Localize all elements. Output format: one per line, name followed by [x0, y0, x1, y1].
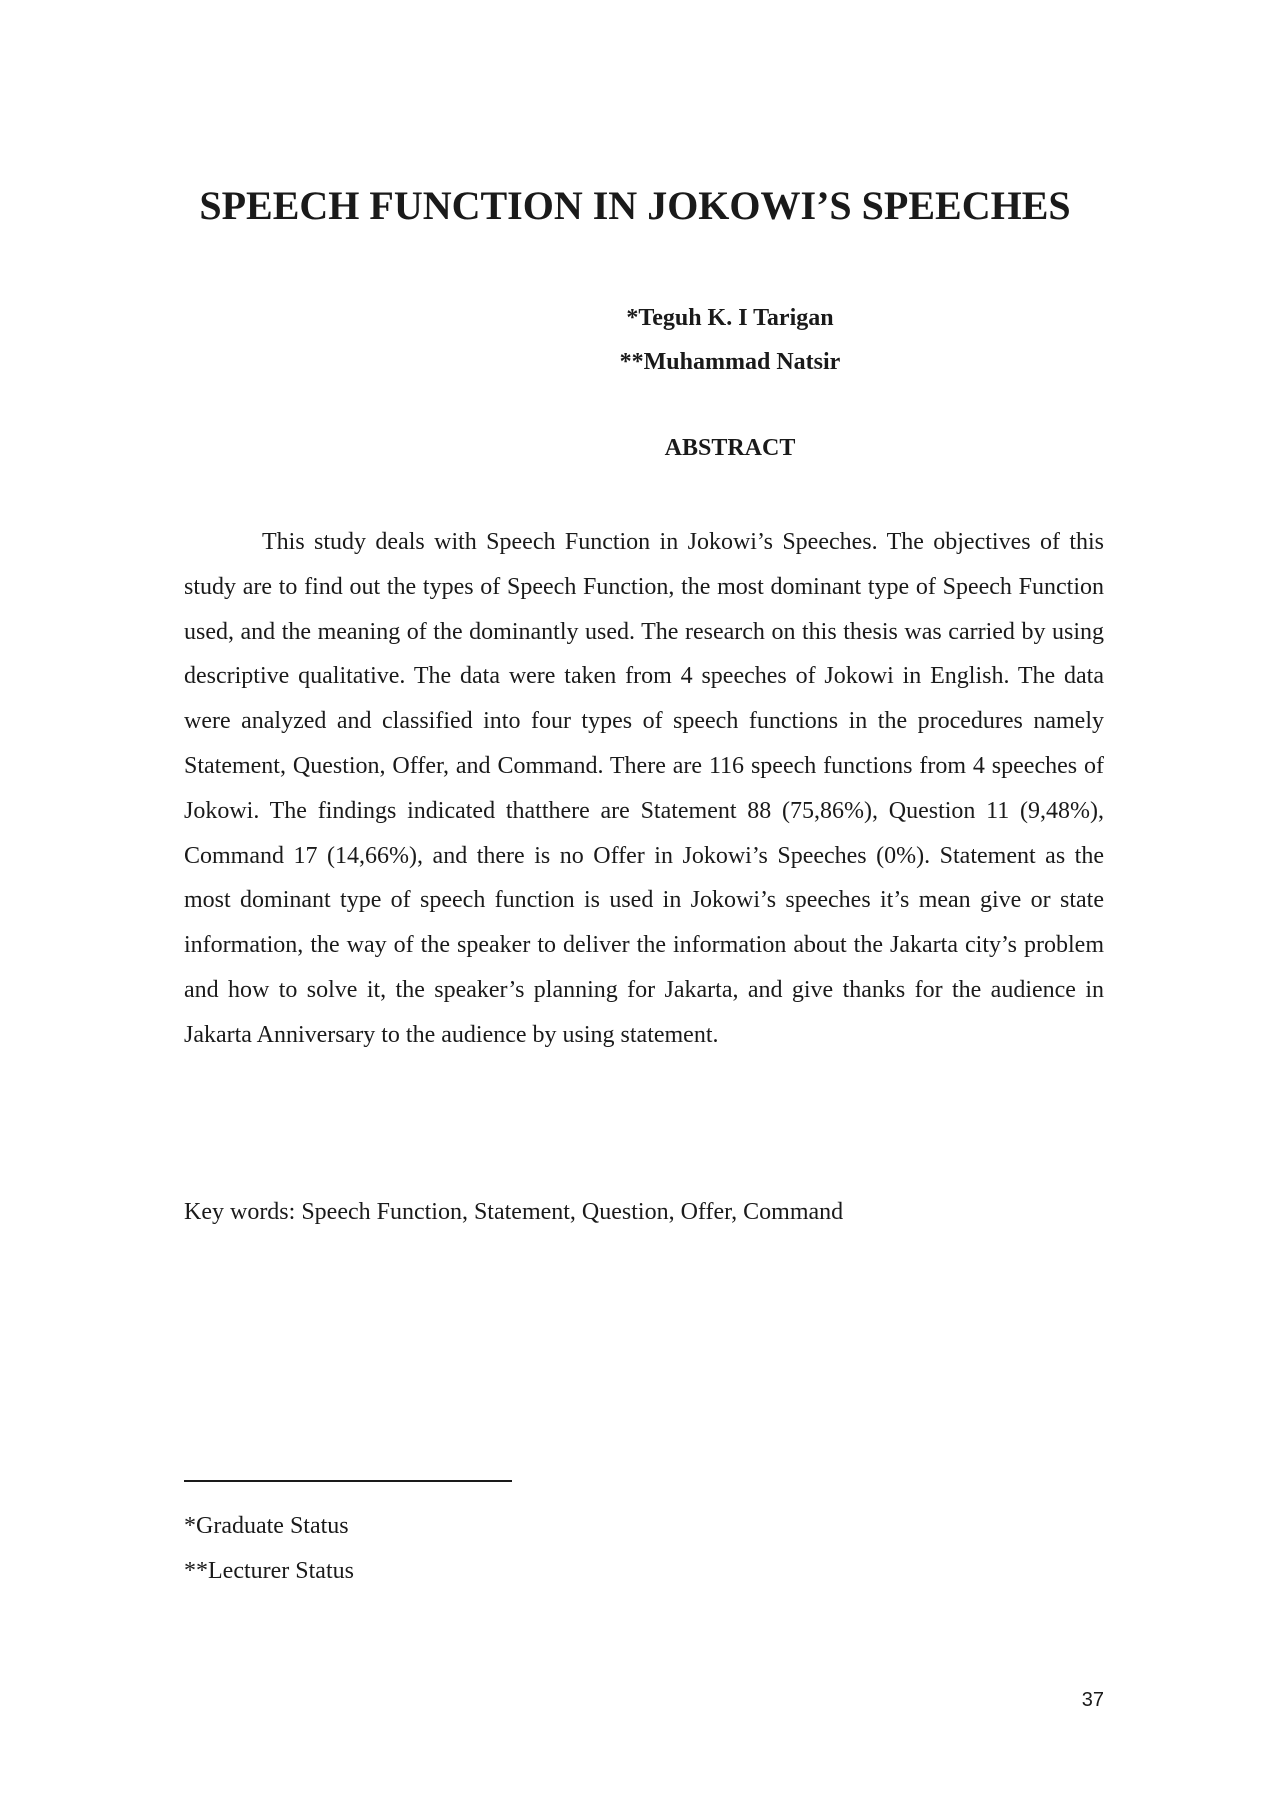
- footnotes: [184, 1504, 354, 1594]
- footnote-graduate: *Graduate Status: [184, 1513, 349, 1539]
- keywords: Key words: Speech Function, Statement, Question, Offer, Command: [184, 1199, 844, 1225]
- author-list: [0, 296, 1280, 384]
- page-number: 37: [1081, 1689, 1104, 1711]
- paper-title: SPEECH FUNCTION IN JOKOWI’S SPEECHES: [199, 183, 1071, 228]
- author-second: **Muhammad Natsir: [619, 349, 841, 375]
- abstract-body: This study deals with Speech Function in Jokowi’s Speeches. The objectives of this study are to find out the types of Speech Function, the most dominant type of Speech Function used, and the meaning of the dominantly used. The research on this thesis was carried by using descriptive qualitative. The data were taken from 4 speeches of Jokowi in English. The data were analyzed and classified into four types of speech functions in the procedures namely Statement, Question, Offer, and Command. There are 116 speech functions from 4 speeches of Jokowi. The findings indicated thatthere are Statement 88 (75,86%), Question 11 (9,48%), Command 17 (14,66%), and there is no Offer in Jokowi’s Speeches (0%). Statement as the most dominant type of speech function is used in Jokowi’s speeches it’s mean give or state information, the way of the speaker to deliver the information about the Jakarta city’s problem and how to solve it, the speaker’s planning for Jakarta, and give thanks for the audience in Jakarta Anniversary to the audience by using statement.: [184, 529, 1104, 1048]
- footnote-divider: [184, 1480, 512, 1482]
- footnote-lecturer: **Lecturer Status: [184, 1558, 354, 1584]
- author-first: *Teguh K. I Tarigan: [626, 305, 834, 331]
- abstract-heading: ABSTRACT: [664, 435, 796, 461]
